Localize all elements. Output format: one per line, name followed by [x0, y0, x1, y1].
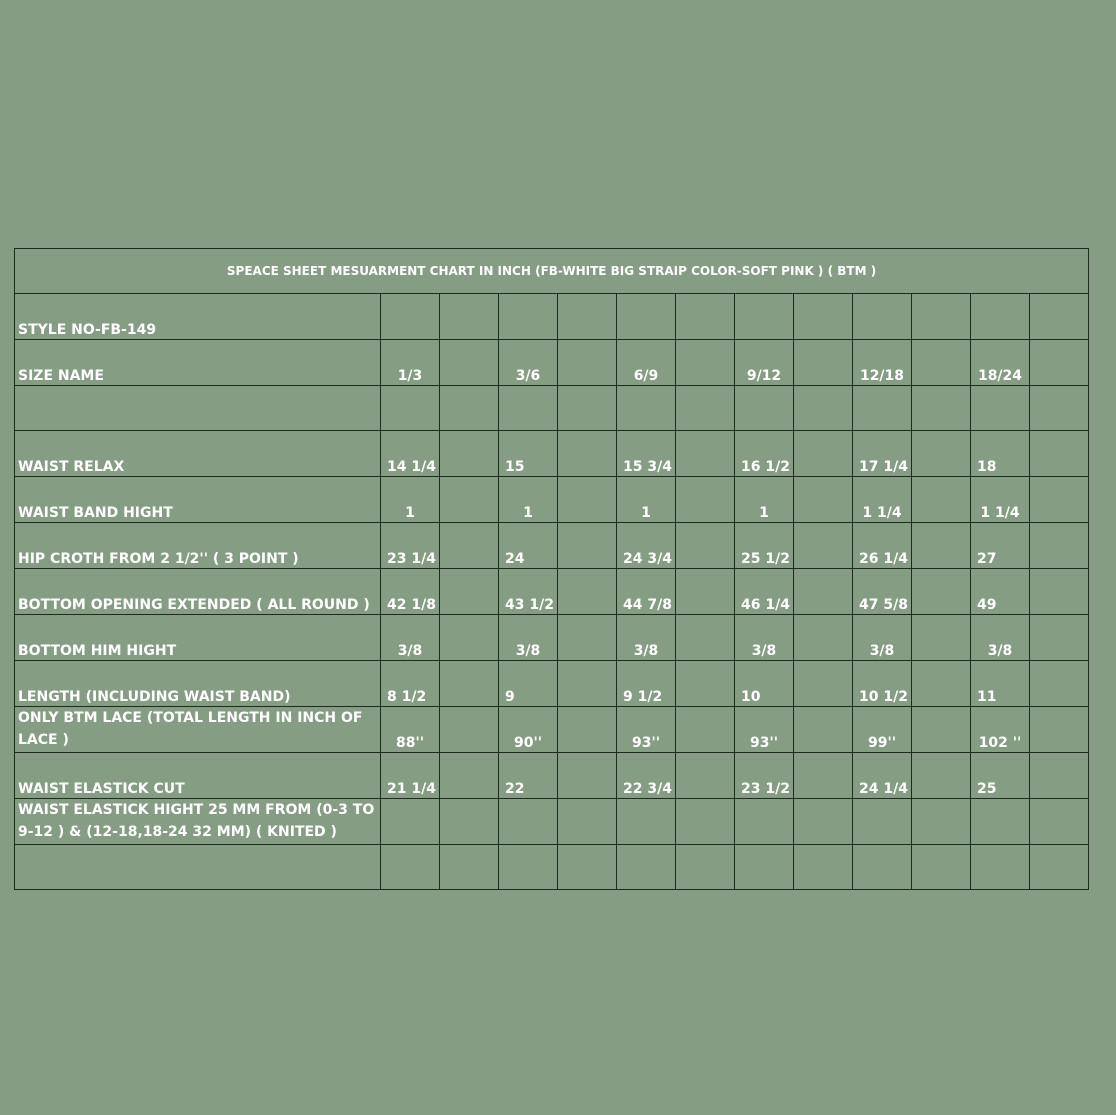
- table-row: [15, 615, 1089, 661]
- value-cell: [853, 799, 912, 845]
- size-cell: 1/3: [381, 340, 440, 386]
- value-cell: 27: [971, 523, 1030, 569]
- value-cell: 22 3/4: [617, 753, 676, 799]
- value-cell: 15: [499, 431, 558, 477]
- value-cell: 18: [971, 431, 1030, 477]
- style-no-label: STYLE NO-FB-149: [15, 294, 381, 340]
- value-cell: 3/8: [971, 615, 1030, 661]
- table-row: [15, 753, 1089, 799]
- size-row: [15, 340, 1089, 386]
- value-cell: 17 1/4: [853, 431, 912, 477]
- value-cell: 42 1/8: [381, 569, 440, 615]
- value-cell: 47 5/8: [853, 569, 912, 615]
- size-cell: 6/9: [617, 340, 676, 386]
- value-cell: 3/8: [617, 615, 676, 661]
- value-cell: [617, 799, 676, 845]
- value-cell: 1 1/4: [971, 477, 1030, 523]
- measurement-chart-table: [14, 248, 1089, 890]
- value-cell: 9 1/2: [617, 661, 676, 707]
- row-label: WAIST ELASTICK CUT: [15, 753, 381, 799]
- table-row: [15, 431, 1089, 477]
- table-row: [15, 707, 1089, 753]
- measurement-rows: [15, 431, 1089, 845]
- value-cell: [499, 799, 558, 845]
- value-cell: 1 1/4: [853, 477, 912, 523]
- value-cell: [381, 799, 440, 845]
- size-cell: 9/12: [735, 340, 794, 386]
- value-cell: 99'': [853, 707, 912, 753]
- value-cell: 3/8: [853, 615, 912, 661]
- style-row: [15, 294, 1089, 340]
- chart-title: SPEACE SHEET MESUARMENT CHART IN INCH (FB-WHITE BIG STRAIP COLOR-SOFT PINK ) ( BTM ): [15, 249, 1089, 294]
- value-cell: 93'': [735, 707, 794, 753]
- value-cell: 16 1/2: [735, 431, 794, 477]
- value-cell: 21 1/4: [381, 753, 440, 799]
- row-label: LENGTH (INCLUDING WAIST BAND): [15, 661, 381, 707]
- value-cell: 24 1/4: [853, 753, 912, 799]
- row-label: ONLY BTM LACE (TOTAL LENGTH IN INCH OF LACE ): [15, 707, 381, 753]
- value-cell: 9: [499, 661, 558, 707]
- value-cell: 44 7/8: [617, 569, 676, 615]
- value-cell: 1: [617, 477, 676, 523]
- value-cell: 23 1/4: [381, 523, 440, 569]
- value-cell: 3/8: [499, 615, 558, 661]
- size-cell: 3/6: [499, 340, 558, 386]
- value-cell: 8 1/2: [381, 661, 440, 707]
- value-cell: 1: [735, 477, 794, 523]
- value-cell: 23 1/2: [735, 753, 794, 799]
- value-cell: 10 1/2: [853, 661, 912, 707]
- table-row: [15, 569, 1089, 615]
- value-cell: 15 3/4: [617, 431, 676, 477]
- value-cell: 25: [971, 753, 1030, 799]
- row-label: BOTTOM HIM HIGHT: [15, 615, 381, 661]
- value-cell: 46 1/4: [735, 569, 794, 615]
- size-cell: 18/24: [971, 340, 1030, 386]
- row-label: WAIST RELAX: [15, 431, 381, 477]
- row-label: WAIST BAND HIGHT: [15, 477, 381, 523]
- value-cell: 3/8: [381, 615, 440, 661]
- size-name-label: SIZE NAME: [15, 340, 381, 386]
- blank-row: [15, 845, 1089, 890]
- row-label: WAIST ELASTICK HIGHT 25 MM FROM (0-3 TO 9-12 ) & (12-18,18-24 32 MM) ( KNITED ): [15, 799, 381, 845]
- value-cell: 11: [971, 661, 1030, 707]
- size-cell: 12/18: [853, 340, 912, 386]
- value-cell: [971, 799, 1030, 845]
- value-cell: 22: [499, 753, 558, 799]
- value-cell: 49: [971, 569, 1030, 615]
- value-cell: 43 1/2: [499, 569, 558, 615]
- value-cell: 25 1/2: [735, 523, 794, 569]
- blank-row: [15, 386, 1089, 431]
- value-cell: 14 1/4: [381, 431, 440, 477]
- value-cell: [735, 799, 794, 845]
- table-row: [15, 477, 1089, 523]
- row-label: HIP CROTH FROM 2 1/2'' ( 3 POINT ): [15, 523, 381, 569]
- value-cell: 10: [735, 661, 794, 707]
- title-row: [15, 249, 1089, 294]
- value-cell: 88'': [381, 707, 440, 753]
- value-cell: 26 1/4: [853, 523, 912, 569]
- value-cell: 24: [499, 523, 558, 569]
- table-row: [15, 523, 1089, 569]
- value-cell: 90'': [499, 707, 558, 753]
- value-cell: 1: [499, 477, 558, 523]
- value-cell: 93'': [617, 707, 676, 753]
- value-cell: 24 3/4: [617, 523, 676, 569]
- value-cell: 3/8: [735, 615, 794, 661]
- value-cell: 102 '': [971, 707, 1030, 753]
- table-row: [15, 799, 1089, 845]
- table-row: [15, 661, 1089, 707]
- value-cell: 1: [381, 477, 440, 523]
- row-label: BOTTOM OPENING EXTENDED ( ALL ROUND ): [15, 569, 381, 615]
